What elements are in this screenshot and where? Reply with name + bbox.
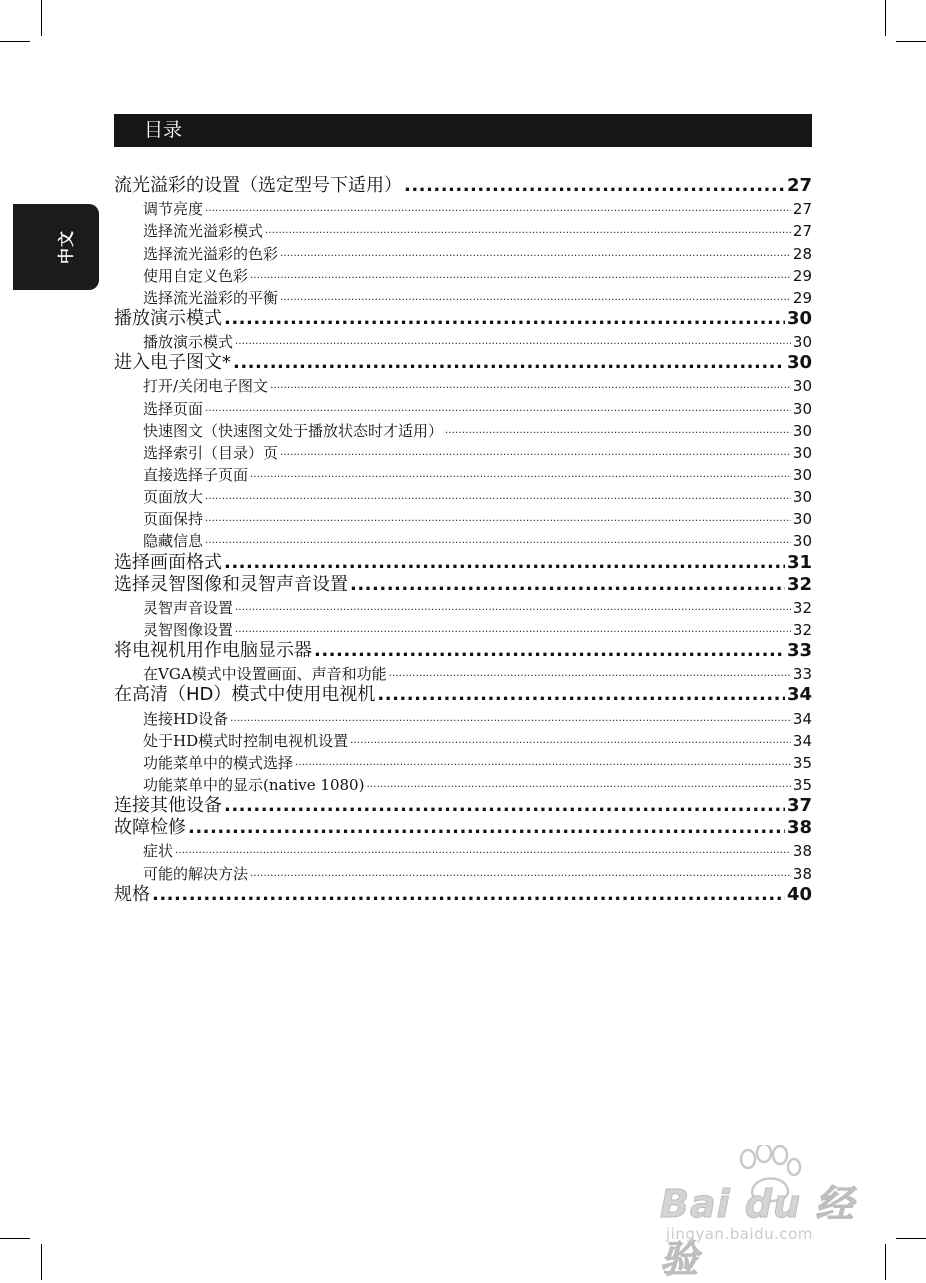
crop-mark-top-right-h xyxy=(896,41,926,42)
toc-page-number: 38 xyxy=(792,842,812,861)
toc-page-number: 34 xyxy=(792,709,812,728)
toc-page-number: 34 xyxy=(786,684,812,706)
toc-subsection-row[interactable] xyxy=(114,264,812,286)
toc-subsection-row[interactable] xyxy=(114,441,812,463)
toc-page-number: 31 xyxy=(786,551,812,573)
toc-subsection-row[interactable] xyxy=(114,618,812,640)
toc-dot-leader xyxy=(235,332,791,352)
toc-subsection-row[interactable] xyxy=(114,463,812,485)
toc-subsection-row[interactable] xyxy=(114,861,812,883)
toc-dot-leader xyxy=(280,244,791,264)
toc-subsection-row[interactable] xyxy=(114,507,812,529)
toc-section-row[interactable] xyxy=(114,574,812,596)
toc-subsection-row[interactable] xyxy=(114,374,812,396)
toc-subsection-row[interactable] xyxy=(114,773,812,795)
toc-subsection-row[interactable] xyxy=(114,396,812,418)
toc-dot-leader xyxy=(205,199,791,219)
toc-section-row[interactable] xyxy=(114,352,812,374)
toc-dot-leader xyxy=(250,864,791,884)
toc-page-number: 30 xyxy=(792,333,812,352)
toc-page-number: 30 xyxy=(792,421,812,440)
toc-section-row[interactable] xyxy=(114,884,812,906)
toc-entry-title: 功能菜单中的显示(native 1080) xyxy=(143,775,365,794)
toc-entry-title: 规格 xyxy=(114,883,150,905)
toc-dot-leader xyxy=(404,175,785,197)
toc-entry-title: 选择画面格式 xyxy=(114,551,222,573)
toc-dot-leader xyxy=(152,884,785,906)
toc-entry-title: 选择流光溢彩的平衡 xyxy=(143,288,279,307)
toc-dot-leader xyxy=(314,640,785,662)
toc-page-number: 38 xyxy=(786,817,812,839)
language-label: 中文 xyxy=(56,229,76,265)
toc-dot-leader xyxy=(377,684,785,706)
toc-subsection-row[interactable] xyxy=(114,197,812,219)
toc-page-number: 38 xyxy=(792,864,812,883)
toc-dot-leader xyxy=(205,399,791,419)
toc-subsection-row[interactable] xyxy=(114,286,812,308)
toc-subsection-row[interactable] xyxy=(114,839,812,861)
toc-page-number: 33 xyxy=(786,640,812,662)
crop-mark-top-right xyxy=(885,0,886,36)
toc-page-number: 30 xyxy=(792,399,812,418)
toc-dot-leader xyxy=(250,465,791,485)
toc-page-number: 30 xyxy=(786,352,812,374)
toc-entry-title: 症状 xyxy=(143,842,174,861)
toc-section-row[interactable] xyxy=(114,640,812,662)
toc-section-row[interactable] xyxy=(114,175,812,197)
toc-page-number: 29 xyxy=(792,266,812,285)
toc-dot-leader xyxy=(250,266,791,286)
toc-entry-title: 隐藏信息 xyxy=(143,532,204,551)
watermark-brand: Bai du 经验 xyxy=(660,1182,855,1281)
crop-mark-top-left-h xyxy=(0,41,30,42)
toc-page-number: 40 xyxy=(786,883,812,905)
toc-dot-leader xyxy=(224,308,785,330)
toc-entry-title: 播放演示模式 xyxy=(143,333,234,352)
toc-dot-leader xyxy=(230,709,791,729)
toc-dot-leader xyxy=(350,731,791,751)
toc-page-number: 34 xyxy=(792,731,812,750)
toc-subsection-row[interactable] xyxy=(114,529,812,551)
toc-dot-leader xyxy=(445,421,791,441)
toc-entry-title: 流光溢彩的设置（选定型号下适用） xyxy=(114,175,402,197)
toc-subsection-row[interactable] xyxy=(114,706,812,728)
toc-dot-leader xyxy=(350,574,785,596)
toc-entry-title: 页面保持 xyxy=(143,510,204,529)
toc-page-number: 32 xyxy=(792,620,812,639)
toc-page-number: 27 xyxy=(786,175,812,197)
toc-entry-title: 调节亮度 xyxy=(143,200,204,219)
toc-dot-leader xyxy=(188,817,785,839)
toc-page-number: 35 xyxy=(792,775,812,794)
toc-section-row[interactable] xyxy=(114,684,812,706)
toc-entry-title: 快速图文（快速图文处于播放状态时才适用） xyxy=(143,421,444,440)
toc-entry-title: 连接HD设备 xyxy=(143,709,229,728)
toc-entry-title: 灵智图像设置 xyxy=(143,620,234,639)
toc-subsection-row[interactable] xyxy=(114,729,812,751)
toc-entry-title: 故障检修 xyxy=(114,817,186,839)
toc-page-number: 30 xyxy=(792,488,812,507)
toc-dot-leader xyxy=(235,598,791,618)
toc-entry-title: 播放演示模式 xyxy=(114,307,222,329)
toc-entry-title: 进入电子图文* xyxy=(114,352,231,374)
toc-page-number: 30 xyxy=(792,532,812,551)
toc-entry-title: 选择页面 xyxy=(143,399,204,418)
toc-subsection-row[interactable] xyxy=(114,419,812,441)
toc-page-number: 29 xyxy=(792,288,812,307)
toc-dot-leader xyxy=(235,620,791,640)
page-title: 目录 xyxy=(144,119,183,141)
toc-page-number: 33 xyxy=(792,665,812,684)
crop-mark-bottom-left-h xyxy=(0,1238,30,1239)
toc-entry-title: 选择流光溢彩的色彩 xyxy=(143,244,279,263)
table-of-contents xyxy=(114,175,812,906)
toc-dot-leader xyxy=(280,288,791,308)
toc-entry-title: 选择索引（目录）页 xyxy=(143,443,279,462)
toc-subsection-row[interactable] xyxy=(114,751,812,773)
toc-section-row[interactable] xyxy=(114,817,812,839)
toc-entry-title: 打开/关闭电子图文 xyxy=(143,377,269,396)
toc-page-number: 30 xyxy=(792,465,812,484)
toc-dot-leader xyxy=(224,552,785,574)
toc-dot-leader xyxy=(205,487,791,507)
toc-entry-title: 使用自定义色彩 xyxy=(143,266,249,285)
toc-entry-title: 选择灵智图像和灵智声音设置 xyxy=(114,573,348,595)
toc-dot-leader xyxy=(280,443,791,463)
watermark-url: jingyan.baidu.com xyxy=(666,1225,813,1243)
toc-section-row[interactable] xyxy=(114,795,812,817)
toc-page-number: 30 xyxy=(792,510,812,529)
crop-mark-bottom-left xyxy=(41,1244,42,1280)
toc-header-bar xyxy=(114,114,812,147)
toc-dot-leader xyxy=(224,795,785,817)
toc-page-number: 30 xyxy=(786,307,812,329)
toc-entry-title: 可能的解决方法 xyxy=(143,864,249,883)
toc-section-row[interactable] xyxy=(114,308,812,330)
toc-subsection-row[interactable] xyxy=(114,241,812,263)
toc-page-number: 28 xyxy=(792,244,812,263)
toc-entry-title: 处于HD模式时控制电视机设置 xyxy=(143,731,349,750)
toc-entry-title: 将电视机用作电脑显示器 xyxy=(114,640,312,662)
language-side-tab xyxy=(13,204,99,290)
toc-subsection-row[interactable] xyxy=(114,485,812,507)
toc-entry-title: 直接选择子页面 xyxy=(143,465,249,484)
toc-dot-leader xyxy=(233,352,785,374)
toc-entry-title: 连接其他设备 xyxy=(114,795,222,817)
toc-entry-title: 选择流光溢彩模式 xyxy=(143,222,264,241)
toc-entry-title: 在高清（HD）模式中使用电视机 xyxy=(114,684,376,706)
toc-page-number: 27 xyxy=(792,222,812,241)
toc-page-number: 30 xyxy=(792,377,812,396)
crop-mark-bottom-right-h xyxy=(896,1238,926,1239)
toc-dot-leader xyxy=(265,221,791,241)
toc-entry-title: 页面放大 xyxy=(143,488,204,507)
toc-subsection-row[interactable] xyxy=(114,662,812,684)
toc-page-number: 32 xyxy=(792,598,812,617)
crop-mark-top-left xyxy=(41,0,42,36)
toc-subsection-row[interactable] xyxy=(114,596,812,618)
toc-subsection-row[interactable] xyxy=(114,330,812,352)
toc-dot-leader xyxy=(366,775,790,795)
toc-dot-leader xyxy=(205,509,791,529)
toc-page-number: 27 xyxy=(792,200,812,219)
toc-subsection-row[interactable] xyxy=(114,219,812,241)
toc-dot-leader xyxy=(389,664,791,684)
toc-page-number: 30 xyxy=(792,443,812,462)
baidu-watermark xyxy=(660,1145,890,1281)
toc-entry-title: 在VGA模式中设置画面、声音和功能 xyxy=(143,665,387,684)
toc-dot-leader xyxy=(270,376,791,396)
toc-section-row[interactable] xyxy=(114,551,812,573)
toc-page-number: 37 xyxy=(786,795,812,817)
toc-dot-leader xyxy=(205,531,791,551)
toc-dot-leader xyxy=(175,841,791,861)
toc-page-number: 35 xyxy=(792,753,812,772)
toc-page-number: 32 xyxy=(786,573,812,595)
toc-dot-leader xyxy=(295,753,791,773)
toc-entry-title: 灵智声音设置 xyxy=(143,598,234,617)
toc-entry-title: 功能菜单中的模式选择 xyxy=(143,753,294,772)
